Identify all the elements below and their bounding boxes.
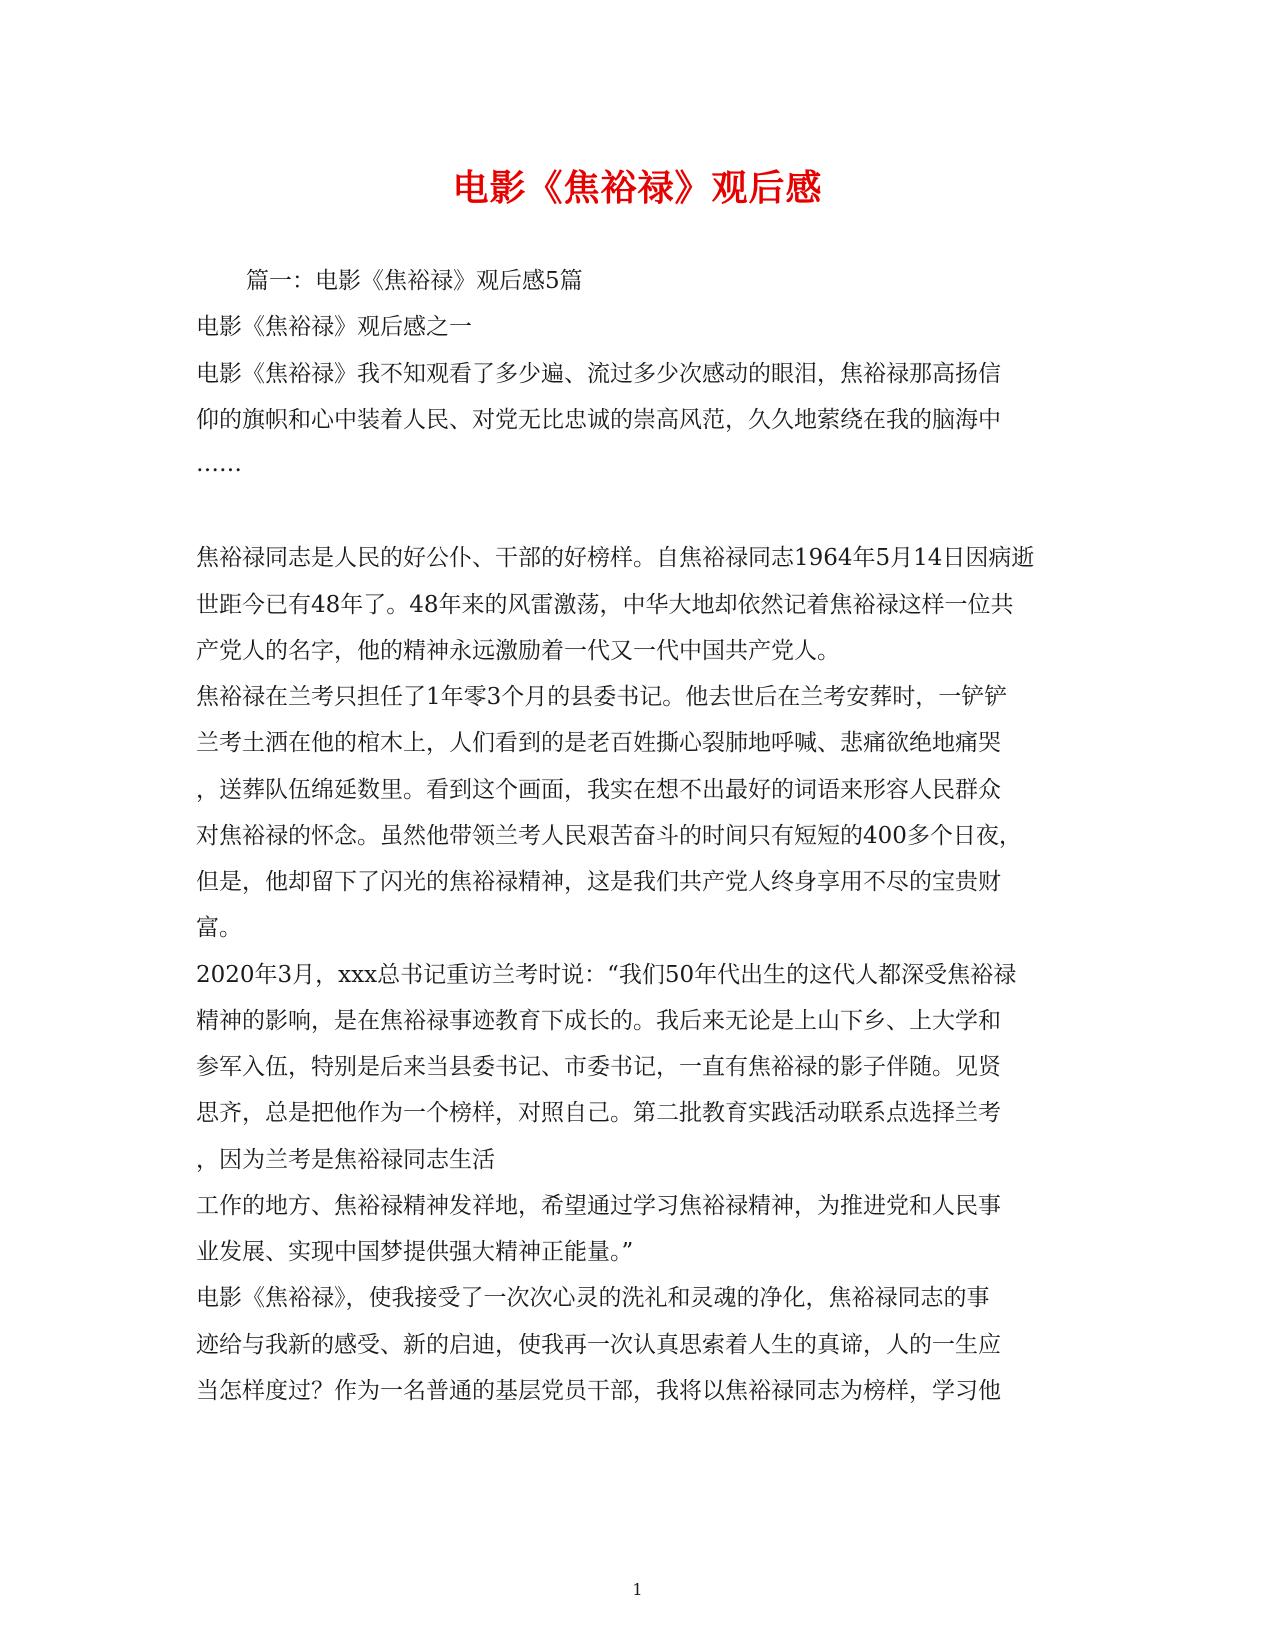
paragraph-line: 焦裕禄在兰考只担任了1年零3个月的县委书记。他去世后在兰考安葬时，一铲铲	[196, 684, 1008, 710]
paragraph-line: 电影《焦裕禄》，使我接受了一次次心灵的洗礼和灵魂的净化，焦裕禄同志的事	[196, 1285, 990, 1311]
paragraph-line: 精神的影响，是在焦裕禄事迹教育下成长的。我后来无论是上山下乡、上大学和	[196, 1008, 1001, 1034]
paragraph-line: 2020年3月，xxx总书记重访兰考时说：“我们50年代出生的这代人都深受焦裕禄	[196, 962, 1017, 988]
paragraph-line: 参军入伍，特别是后来当县委书记、市委书记，一直有焦裕禄的影子伴随。见贤	[196, 1054, 1001, 1080]
paragraph-line: 富。	[196, 915, 242, 941]
document-title: 电影《焦裕禄》观后感	[452, 168, 823, 209]
paragraph-line: 思齐，总是把他作为一个榜样，对照自己。第二批教育实践活动联系点选择兰考	[196, 1100, 1001, 1126]
paragraph-line: 但是，他却留下了闪光的焦裕禄精神，这是我们共产党人终身享用不尽的宝贵财	[196, 869, 1001, 895]
paragraph-line: ……	[196, 451, 242, 477]
paragraph-line: ，因为兰考是焦裕禄同志生活	[196, 1147, 495, 1173]
paragraph-line: ，送葬队伍绵延数里。看到这个画面，我实在想不出最好的词语来形容人民群众	[196, 777, 1001, 803]
paragraph-line: 世距今已有48年了。48年来的风雷激荡，中华大地却依然记着焦裕禄这样一位共	[196, 592, 1014, 618]
paragraph-line: 工作的地方、焦裕禄精神发祥地，希望通过学习焦裕禄精神，为推进党和人民事	[196, 1193, 1001, 1219]
paragraph-line: 当怎样度过？作为一名普通的基层党员干部，我将以焦裕禄同志为榜样，学习他	[196, 1378, 1001, 1404]
paragraph-line: 兰考土洒在他的棺木上，人们看到的是老百姓撕心裂肺地呼喊、悲痛欲绝地痛哭	[196, 730, 1001, 756]
paragraph-line: 业发展、实现中国梦提供强大精神正能量。”	[196, 1239, 634, 1265]
section-heading: 篇一：电影《焦裕禄》观后感5篇	[246, 268, 583, 294]
paragraph-line: 产党人的名字，他的精神永远激励着一代又一代中国共产党人。	[196, 638, 840, 664]
page-number: 1	[632, 1580, 643, 1599]
subsection-heading: 电影《焦裕禄》观后感之一	[196, 314, 472, 340]
paragraph-line: 电影《焦裕禄》我不知观看了多少遍、流过多少次感动的眼泪，焦裕禄那高扬信	[196, 361, 1001, 387]
paragraph-line: 迹给与我新的感受、新的启迪，使我再一次认真思索着人生的真谛，人的一生应	[196, 1332, 1001, 1358]
paragraph-line: 对焦裕禄的怀念。虽然他带领兰考人民艰苦奋斗的时间只有短短的400多个日夜，	[196, 823, 1022, 849]
paragraph-line: 仰的旗帜和心中装着人民、对党无比忠诚的崇高风范，久久地萦绕在我的脑海中	[196, 407, 1001, 433]
paragraph-line: 焦裕禄同志是人民的好公仆、干部的好榜样。自焦裕禄同志1964年5月14日因病逝	[196, 545, 1035, 571]
